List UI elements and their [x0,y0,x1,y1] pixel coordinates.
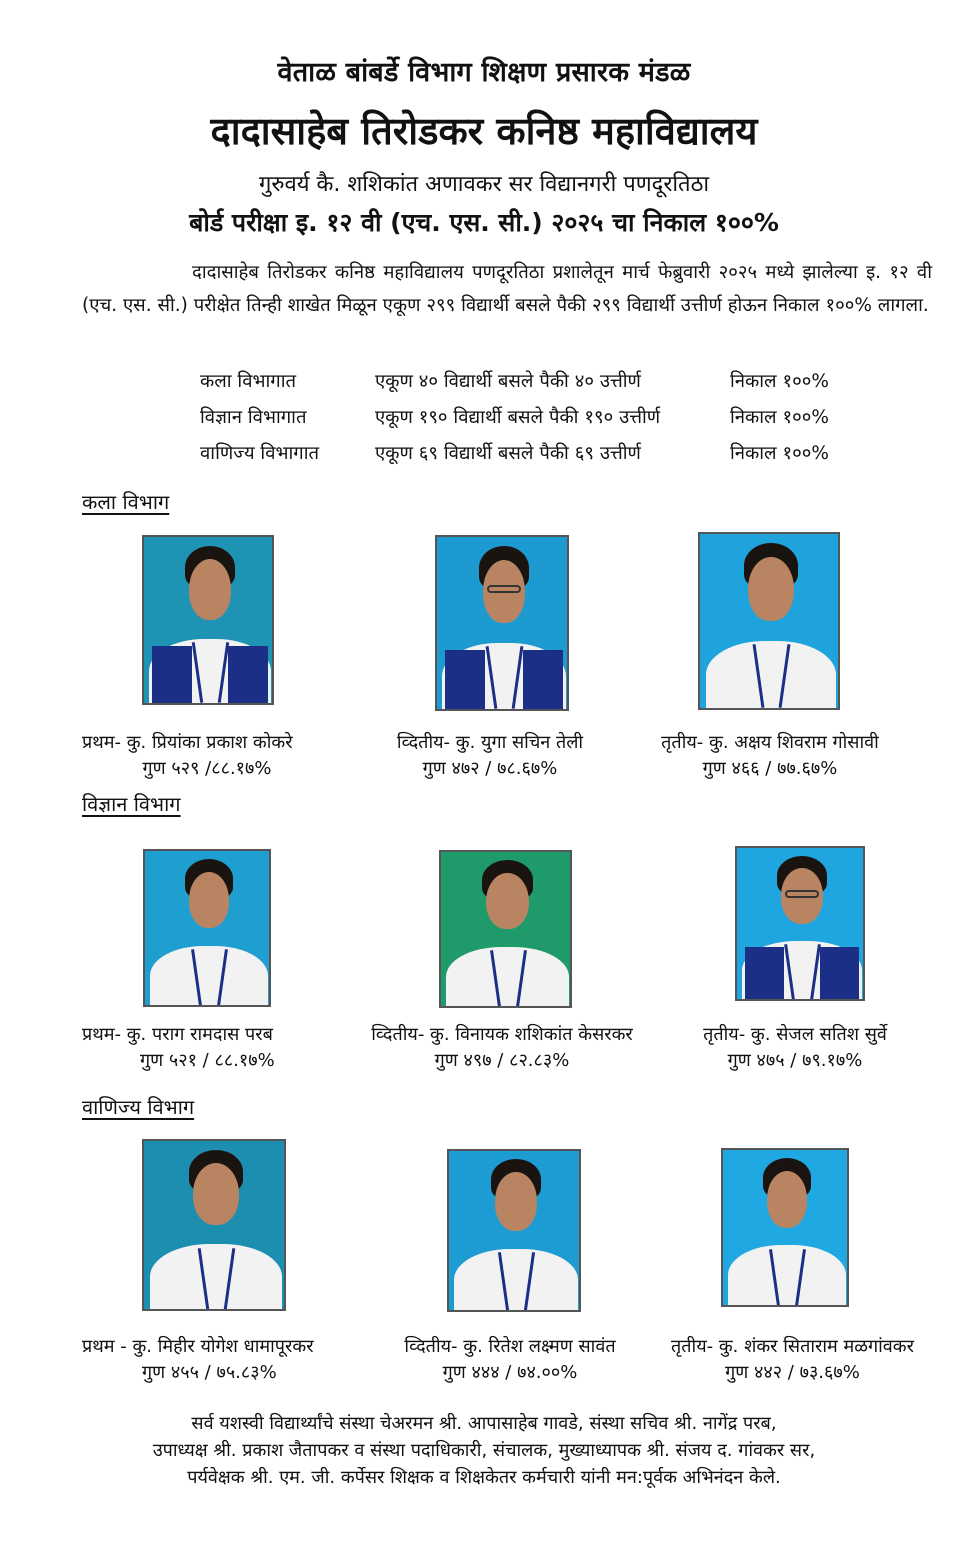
topper-name: प्रथम - कु. मिहीर योगेश धामापूरकर [82,1336,314,1357]
topper-marks: गुण ४९७ / ८२.८३% [434,1050,570,1071]
organization-name: वेताळ बांबर्डे विभाग शिक्षण प्रसारक मंडळ [277,57,691,88]
section-heading-commerce: वाणिज्य विभाग [82,1095,195,1119]
topper-name: प्रथम- कु. पराग रामदास परब [82,1024,273,1045]
topper-marks: गुण ४४४ / ७४.००% [442,1362,578,1383]
topper-marks: गुण ४७५ / ७९.१७% [727,1050,863,1071]
topper-caption [342,1022,662,1074]
footer-line: सर्व यशस्वी विद्यार्थ्यांचे संस्था चेअरमन श्री. आपासाहेब गावडे, संस्था सचिव श्री. नागेंद्र परब, [191,1413,777,1434]
topper-caption [680,1022,910,1074]
topper-photo [439,850,572,1008]
stream-name: विज्ञान विभागात [200,407,307,428]
topper-marks: गुण ५२१ / ८८.१७% [140,1050,275,1071]
stream-summary-row [200,440,860,474]
topper-marks: गुण ४७२ / ७८.६७% [422,758,558,779]
stream-name: वाणिज्य विभागात [200,443,320,464]
topper-photo [447,1149,581,1312]
stream-detail: एकूण ४० विद्यार्थी बसले पैकी ४० उत्तीर्ण [375,371,641,392]
topper-caption [82,1022,322,1074]
topper-marks: गुण ४५५ / ७५.८३% [142,1362,277,1383]
topper-photo [143,849,271,1007]
topper-name: व्दितीय- कु. युगा सचिन तेली [396,732,584,753]
topper-marks: गुण ४४२ / ७३.६७% [725,1362,860,1383]
result-title: बोर्ड परीक्षा इ. १२ वी (एच. एस. सी.) २०२५ चा निकाल १००% [189,208,779,237]
topper-caption [370,730,610,782]
topper-marks: गुण ५२९ /८८.१७% [142,758,272,779]
topper-photo [721,1148,849,1307]
congratulations-footer [0,1410,968,1491]
topper-caption [640,730,900,782]
stream-detail: एकूण १९० विद्यार्थी बसले पैकी १९० उत्तीर्ण [375,407,661,428]
stream-result: निकाल १००% [730,443,829,464]
topper-photo [435,535,569,711]
section-heading-science: विज्ञान विभाग [82,792,181,816]
intro-paragraph [82,256,932,322]
topper-photo [735,846,865,1001]
stream-detail: एकूण ६९ विद्यार्थी बसले पैकी ६९ उत्तीर्ण [375,443,641,464]
topper-name: तृतीय- कु. सेजल सतिश सुर्वे [703,1024,887,1045]
topper-name: व्दितीय- कु. रितेश लक्ष्मण सावंत [404,1336,616,1357]
stream-name: कला विभागात [200,371,297,392]
topper-photo [142,1139,286,1311]
college-address: गुरुवर्य कै. शशिकांत अणावकर सर विद्यानगरी पणदूरतिठा [258,172,710,197]
topper-name: तृतीय- कु. शंकर सिताराम मळगांवकर [671,1336,914,1357]
footer-line: उपाध्यक्ष श्री. प्रकाश जैतापकर व संस्था पदाधिकारी, संचालक, मुख्याध्यापक श्री. संजय द. गांवकर सर, [152,1440,816,1461]
footer-line: पर्यवेक्षक श्री. एम. जी. कर्पेसर शिक्षक व शिक्षकेतर कर्मचारी यांनी मन:पूर्वक अभिनंदन केले. [187,1467,781,1488]
topper-photo [698,532,840,710]
college-name: दादासाहेब तिरोडकर कनिष्ठ महाविद्यालय [210,109,758,153]
stream-result: निकाल १००% [730,371,829,392]
topper-name: व्दितीय- कु. विनायक शशिकांत केसरकर [371,1024,633,1045]
stream-result: निकाल १००% [730,407,829,428]
topper-caption [655,1334,930,1386]
section-heading-arts: कला विभाग [82,490,170,514]
topper-caption [82,730,332,782]
intro-text: दादासाहेब तिरोडकर कनिष्ठ महाविद्यालय पणदूरतिठा प्रशालेतून मार्च फेब्रुवारी २०२५ मध्ये झालेल्या इ. १२ वी (एच. एस. सी.) परीक्षेत तिन्ही शाखेत मिळून एकूण २९९ विद्यार्थी बसले पैकी २९९ विद्यार्थी उत्तीर्ण होऊन निकाल १००% लागला. [82,262,932,316]
topper-name: प्रथम- कु. प्रियांका प्रकाश कोकरे [82,732,293,753]
topper-name: तृतीय- कु. अक्षय शिवराम गोसावी [661,732,879,753]
stream-summary-row [200,404,860,438]
topper-photo [142,535,274,705]
topper-marks: गुण ४६६ / ७७.६७% [702,758,838,779]
topper-caption [385,1334,635,1386]
topper-caption [82,1334,342,1386]
stream-summary-row [200,368,860,402]
